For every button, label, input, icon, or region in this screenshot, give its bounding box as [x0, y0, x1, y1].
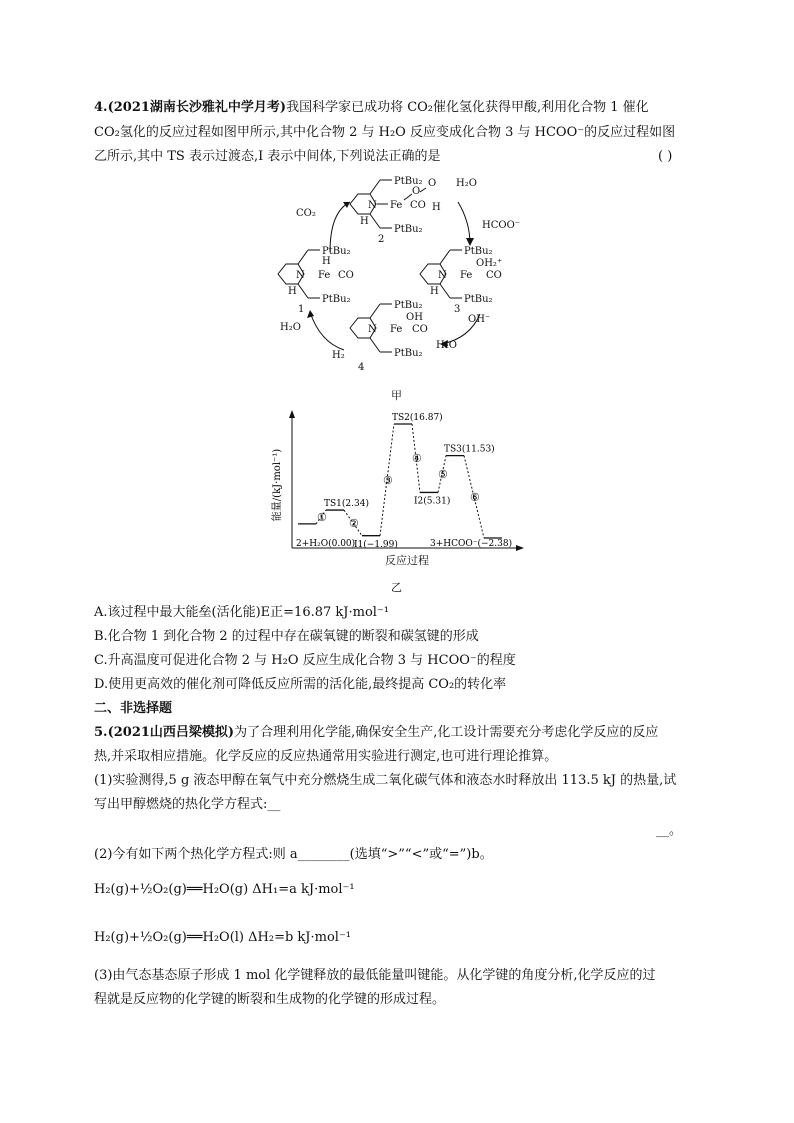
c3-ptbu2-top: PtBu₂ — [464, 246, 493, 257]
axes — [270, 410, 524, 551]
compound-4 — [350, 300, 428, 373]
c2-number: 2 — [378, 234, 385, 245]
c2-n: N — [368, 200, 377, 211]
figure-jia-caption: 甲 — [391, 389, 402, 402]
x-axis-label: 反应过程 — [385, 554, 429, 567]
label-h2o-out-left: H₂O — [280, 322, 301, 333]
q5-part2: (2)今有如下两个热化学方程式:则 a________(选填“>”“<”或“=”)b。 — [94, 847, 493, 862]
c4-ptbu2-top: PtBu₂ — [394, 300, 423, 311]
state-label-2: TS1(2.34) — [324, 499, 369, 510]
arrow-2-to-3 — [458, 202, 470, 244]
q5-part1-end: __。 — [656, 823, 683, 838]
state-label-3: I1(−1.99) — [354, 540, 398, 550]
c2-h: H — [432, 202, 441, 213]
catalytic-cycle-figure — [270, 172, 530, 382]
q4-stem-2: CO₂氢化的反应过程如图甲所示,其中化合物 2 与 H₂O 反应变成化合物 3 与 HCOO⁻的反应过程如图 — [94, 125, 676, 140]
option-d: D.使用更高效的催化剂可降低反应所需的活化能,最终提高 CO₂的转化率 — [94, 677, 507, 692]
q4-number: 4 — [94, 100, 104, 115]
c2-nh: H — [360, 216, 369, 227]
q4-stem-3: 乙所示,其中 TS 表示过渡态,I 表示中间体,下列说法正确的是 — [94, 149, 441, 164]
c3-number: 3 — [454, 304, 461, 315]
label-h2o-in: H₂O — [456, 178, 477, 189]
q5-part1-line2: 写出甲醇燃烧的热化学方程式:__ — [94, 797, 281, 812]
y-axis-arrow — [289, 410, 295, 418]
c2-co: CO — [410, 200, 426, 211]
c1-nh: H — [288, 286, 297, 297]
q5-part1-line1: (1)实验测得,5 g 液态甲醇在氧气中充分燃烧生成二氧化碳气体和液态水时释放出 113.5 kJ 的热量,试 — [94, 773, 677, 788]
state-label-6: TS3(11.53) — [444, 444, 495, 455]
step-label-4: ④ — [412, 452, 422, 466]
label-h2o-out-right: H₂O — [436, 340, 457, 351]
c4-fe: Fe — [390, 324, 403, 335]
label-oh-in: OH⁻ — [468, 314, 491, 325]
c2-ptbu2-top: PtBu₂ — [394, 176, 423, 187]
q5-equation-1: H₂(g)+½O₂(g)══H₂O(g) ΔH₁=a kJ·mol⁻¹ — [94, 882, 355, 897]
c3-oh2: OH₂⁺ — [476, 258, 503, 269]
c2-ptbu2-bottom: PtBu₂ — [394, 224, 423, 235]
q4-stem-1: 我国科学家已成功将 CO₂催化氢化获得甲酸,利用化合物 1 催化 — [286, 100, 649, 115]
option-a: A.该过程中最大能垒(活化能)E正=16.87 kJ·mol⁻¹ — [94, 605, 390, 620]
q5-part3-line2: 程就是反应物的化学键的断裂和生成物的化学键的形成过程。 — [94, 992, 446, 1007]
arrow-1-to-2 — [330, 202, 350, 252]
c1-fe: Fe — [318, 270, 331, 281]
q5-source: .(2021山西吕梁模拟) — [103, 725, 235, 740]
c3-co: CO — [486, 270, 502, 281]
label-h2-in: H₂ — [332, 350, 345, 361]
c1-n: N — [296, 270, 305, 281]
x-axis-arrow — [516, 545, 524, 551]
label-co2-in: CO₂ — [296, 208, 316, 219]
c3-nh: H — [430, 286, 439, 297]
option-b: B.化合物 1 到化合物 2 的过程中存在碳氧键的断裂和碳氢键的形成 — [94, 629, 479, 644]
section-2-title: 二、非选择题 — [94, 701, 173, 716]
y-axis-label: 能量/(kJ·mol⁻¹) — [272, 448, 283, 522]
figure-yi-caption: 乙 — [391, 581, 402, 594]
step-label-6: ⑥ — [470, 490, 480, 504]
state-label-4: TS2(16.87) — [392, 413, 443, 423]
c1-ptbu2-top: PtBu₂ — [322, 246, 351, 257]
q5-stem-2: 热,并采取相应措施。化学反应的反应热通常用实验进行测定,也可进行理论推算。 — [94, 749, 558, 764]
c2-fe: Fe — [390, 200, 403, 211]
c1-number: 1 — [298, 304, 305, 315]
q5-line1 — [94, 723, 658, 743]
c1-co: CO — [338, 270, 354, 281]
step-label-1: ① — [317, 510, 327, 524]
c1-ptbu2-bottom: PtBu₂ — [322, 294, 351, 305]
step-label-3: ③ — [383, 473, 393, 487]
energy-marks — [296, 412, 512, 550]
c3-ptbu2-bottom: PtBu₂ — [464, 294, 493, 305]
state-label-1: 2+H₂O(0.00) — [296, 539, 356, 549]
label-hcoo-out: HCOO⁻ — [482, 220, 521, 231]
state-label-5: I2(5.31) — [414, 496, 451, 507]
q5-number: 5 — [94, 725, 104, 740]
c2-o2: O — [428, 178, 437, 189]
q5-equation-2: H₂(g)+½O₂(g)══H₂O(l) ΔH₂=b kJ·mol⁻¹ — [94, 930, 352, 945]
c1-h: H — [322, 256, 331, 267]
arrow-4-to-1 — [310, 312, 344, 350]
q4-line1 — [94, 98, 649, 118]
step-label-2: ② — [349, 516, 359, 530]
option-c: C.升高温度可促进化合物 2 与 H₂O 反应生成化合物 3 与 HCOO⁻的程度 — [94, 653, 516, 668]
c3-n: N — [438, 270, 447, 281]
c4-oh: OH — [406, 312, 423, 323]
state-label-7: 3+HCOO⁻(−2.38) — [430, 539, 513, 549]
q5-stem-1: 为了合理利用化学能,确保安全生产,化工设计需要充分考虑化学反应的反应 — [234, 725, 659, 740]
compound-3 — [420, 246, 502, 315]
q5-part3-line1: (3)由气态基态原子形成 1 mol 化学键释放的最低能量叫键能。从化学键的角度分析,化学反应的过 — [94, 968, 656, 983]
compound-2 — [350, 176, 441, 245]
c4-number: 4 — [358, 362, 365, 373]
energy-profile-chart — [270, 406, 530, 566]
c4-ptbu2-bottom: PtBu₂ — [394, 348, 423, 359]
c4-n: N — [368, 324, 377, 335]
q4-answer-bracket: ( ) — [658, 149, 673, 164]
c3-fe: Fe — [460, 270, 473, 281]
c4-co: CO — [412, 324, 428, 335]
c2-o: O — [412, 186, 421, 197]
compound-1 — [278, 246, 354, 315]
q4-source: .(2021湖南长沙雅礼中学月考) — [103, 100, 287, 115]
step-label-5: ⑤ — [438, 468, 448, 482]
